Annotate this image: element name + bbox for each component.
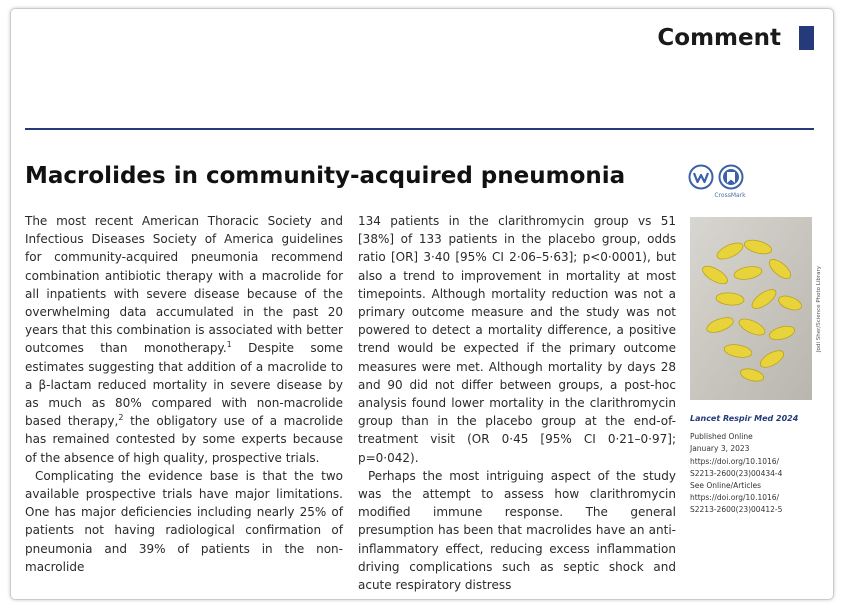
article-title: Macrolides in community-acquired pneumonia: [25, 163, 626, 189]
paragraph-4: Perhaps the most intriguing aspect of the study was the attempt to assess how clarithromycin modified immune response. The general presumption has been that macrolides have an anti-inflammatory effect, reducing excess inflammation driving complications such as septic shock and acute respiratory distress: [358, 468, 676, 593]
doi-link[interactable]: https://doi.org/10.1016/: [690, 456, 780, 466]
article-tools: [688, 164, 758, 204]
w-logo-icon[interactable]: [688, 164, 714, 190]
photo-credit: Jodi Sher/Science Photo Library: [816, 266, 822, 352]
pills-photo: [690, 217, 812, 400]
paragraph-3: 134 patients in the clarithromycin group vs 51 [38%] of 133 patients in the placebo group, odds ratio [OR] 3·40 [95% CI 2·06–5·63]; p<0·0001), but also a trend to improvement in mortality at most timepoints. Although mortality reduction was not a primary outcome measure and the study was not powered to detect a mortality difference, a positive trend would be expected if the primary outcome measures were met. Although mortality by days 28 and 90 did not differ between groups, a post-hoc analysis found lower mortality in the clarithromycin group than in the placebo group at the end-of-treatment visit (OR 0·45 [95% CI 0·21–0·97]; p=0·042).: [358, 214, 676, 465]
journal-citation: Lancet Respir Med 2024: [690, 414, 799, 423]
doi-link[interactable]: https://doi.org/10.1016/: [690, 493, 780, 503]
section-label: Comment: [657, 25, 781, 51]
article-sidebar: [690, 413, 830, 517]
column-middle: [358, 212, 676, 594]
see-also-label: See Online/Articles: [690, 481, 762, 491]
text: the obligatory use of a macrolide has remained contested by some experts because of the absence of high quality, prospective trials.: [25, 414, 343, 465]
doi-link[interactable]: S2213-2600(23)00434-4: [690, 468, 783, 478]
crossmark-icon[interactable]: [718, 164, 744, 190]
header-rule: [25, 128, 814, 130]
published-label: Published Online: [690, 432, 753, 442]
doi-link[interactable]: S2213-2600(23)00412-5: [690, 505, 783, 515]
paragraph-2: Complicating the evidence base is that the two available prospective trials have major limitations. One has major deficiencies including nearly 25% of patients not having radiological confirmation of pneumonia and 39% of patients in the non-macrolide: [25, 468, 343, 574]
text: Despite some estimates suggesting that addition of a macrolide to a β-lactam reduced mortality in severe disease by as much as 80% compared with non-macrolide based therapy,: [25, 341, 343, 429]
section-marker: [799, 26, 814, 50]
paragraph-1: [25, 212, 343, 467]
article-page: [11, 9, 833, 599]
column-left: [25, 212, 343, 576]
crossmark-label: CrossMark: [714, 192, 746, 199]
text: The most recent American Thoracic Society and Infectious Diseases Society of America guidelines for community-acquired pneumonia recommend combination antibiotic therapy with a macrolide for all inpatients with severe disease because of the overwhelming data accumulated in the past 20 years that this combination is associated with better outcomes than monotherapy.: [25, 214, 343, 356]
published-date: January 3, 2023: [690, 444, 750, 454]
reference-2[interactable]: 2: [118, 413, 124, 423]
reference-1[interactable]: 1: [226, 340, 232, 350]
